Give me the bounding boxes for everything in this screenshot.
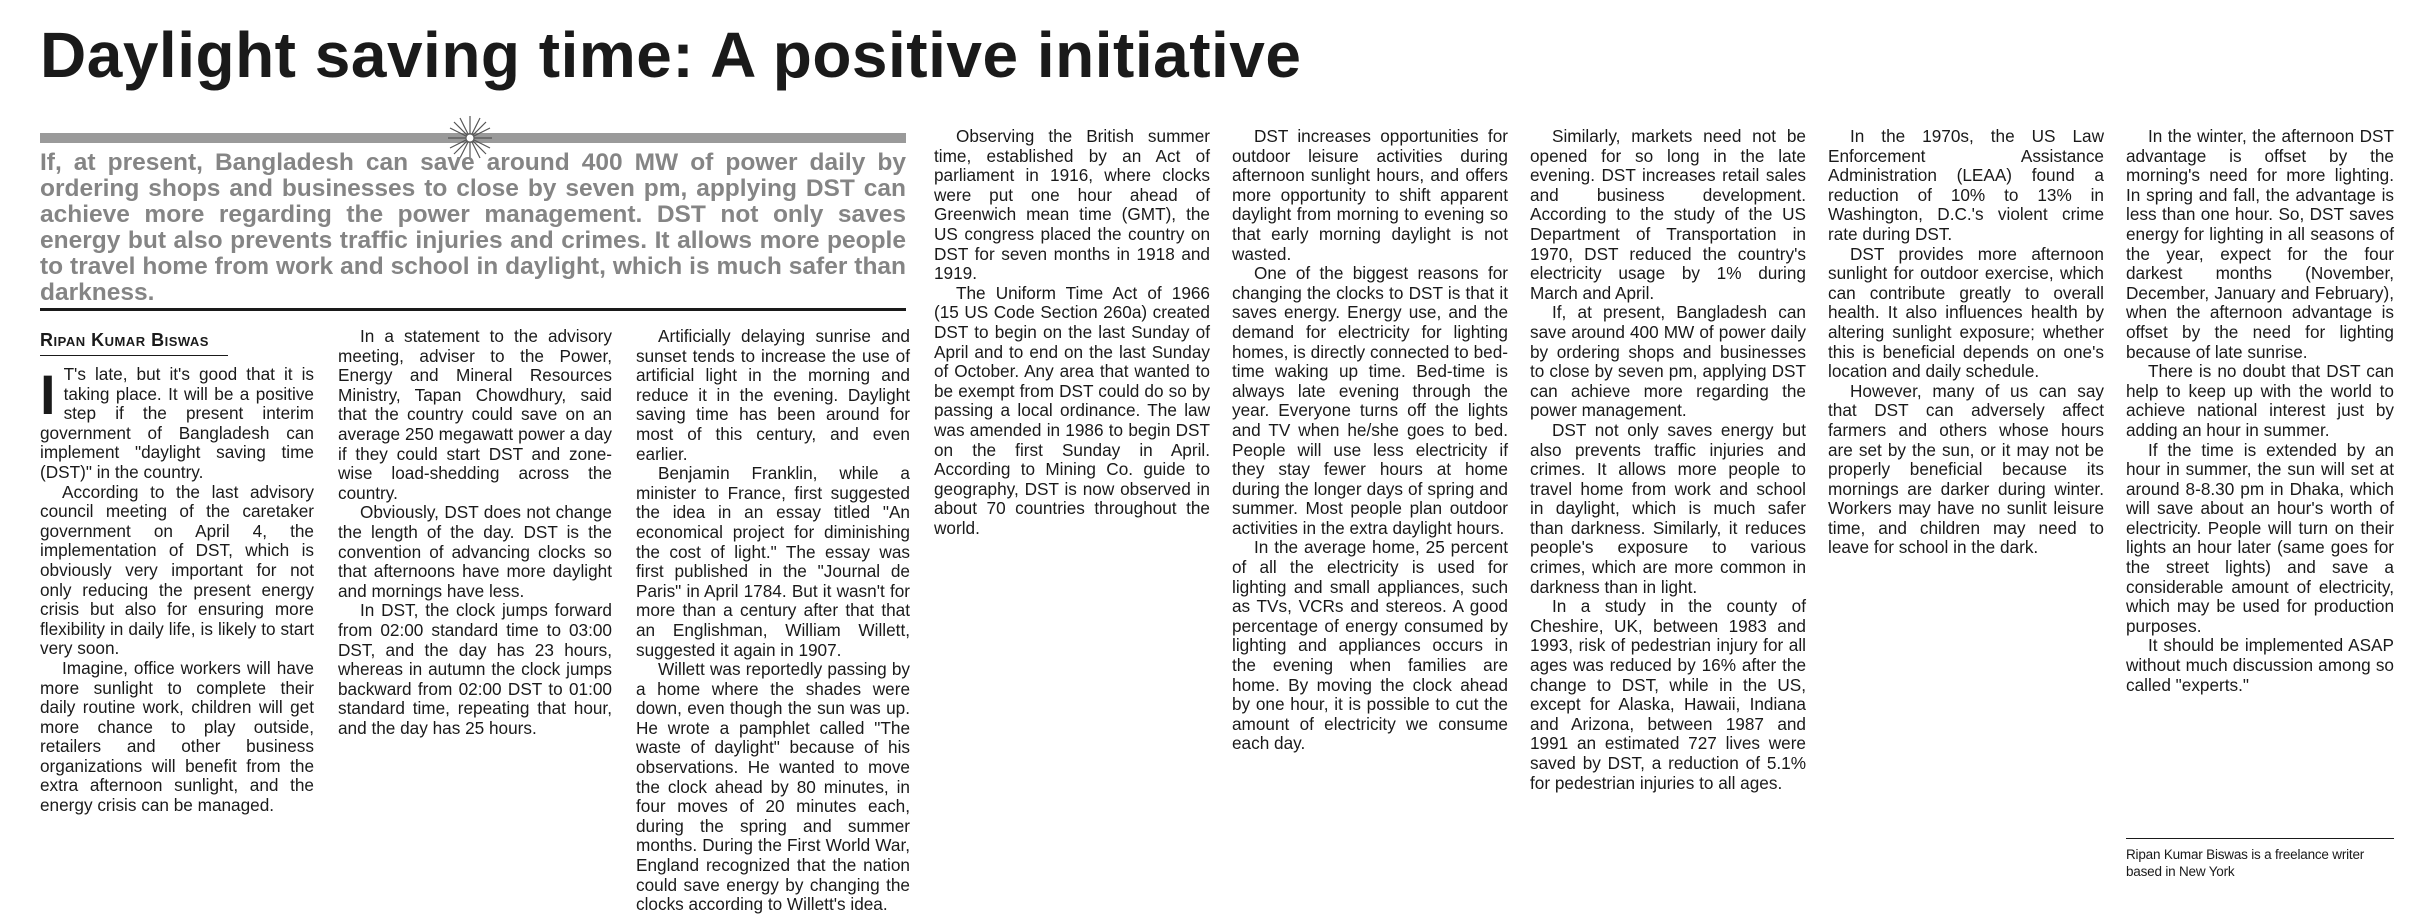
paragraph-1 [40,365,314,483]
paragraph-20: DST provides more afternoon sunlight for outdoor exercise, which can contribute greatly to overall health. It also influences health by altering sunlight exposure; whether this is beneficial depends on one's location and daily schedule. [1828,243,2104,382]
deck-summary: If, at present, Bangladesh can save around 400 MW of power daily by ordering shops and businesses to close by seven pm, applying DST can achieve more regarding the power management. DST not only saves energy but also prevents traffic injuries and crimes. It allows more people to travel home from work and school in daylight, which is much safer than darkness. [40,149,906,306]
paragraph-4: In a statement to the advisory meeting, adviser to the Power, Energy and Mineral Resources Ministry, Tapan Chowdhury, said that the country could save on an average 250 megawatt power a day if they could start DST and zone-wise load-shedding across the country. [338,326,612,503]
column-2 [338,327,612,738]
paragraph-1-text: T's late, but it's good that it is taking place. It will be a positive step if the present interim government of Bangladesh can implement "daylight saving time (DST)" in the country. [40,364,314,482]
bio-rule [2126,838,2394,839]
paragraph-15: Similarly, markets need not be opened for so long in the late evening. DST increases retail sales and business development. According to the study of the US Department of Transportation in 1970, DST reduced the country's electricity usage by 1% during March and April. [1530,126,1806,303]
paragraph-6: In DST, the clock jumps forward from 02:00 standard time to 03:00 DST, and the day has 23 hours, whereas in autumn the clock jumps backward from 02:00 DST to 01:00 standard time, repeating that hour, and the day has 25 hours. [338,600,612,738]
paragraph-9: Willett was reportedly passing by a home where the shades were down, even though the sun was up. He wrote a pamphlet called "The waste of daylight" because of his observations. He wanted to move the clock ahead by 80 minutes, in four moves of 20 minutes each, during the spring and summer months. During the First World War, England recognized that the nation could save energy by changing the clocks according to Willett's idea. [636,659,910,915]
paragraph-8: Benjamin Franklin, while a minister to France, first suggested the idea in an essay titled "An economical project for diminishing the cost of light." The essay was first published in the "Journal de Paris" in April 1784. But it wasn't for more than a century after that that an Englishman, William Willett, suggested it again in 1907. [636,463,910,660]
paragraph-7: Artificially delaying sunrise and sunset tends to increase the use of artificial light in the morning and reduce it in the evening. Daylight saving time has been around for most of this century, and even earlier. [636,326,910,464]
column-4 [934,127,1210,538]
deck-divider [40,308,906,311]
paragraph-17: DST not only saves energy but also prevents traffic injuries and crimes. It allows more people to travel home from work and school in daylight, which is much safer than darkness. Similarly, it reduces people's exposure to various crimes, which are more common in darkness than in light. [1530,419,1806,597]
column-6 [1530,127,1806,793]
column-1 [40,365,314,816]
paragraph-16: If, at present, Bangladesh can save around 400 MW of power daily by ordering shops and businesses to close by seven pm, applying DST can achieve more regarding the power management. [1530,302,1806,421]
paragraph-23: There is no doubt that DST can help to keep up with the world to achieve national interest just by adding an hour in summer. [2126,361,2394,440]
paragraph-12: DST increases opportunities for outdoor leisure activities during afternoon sunlight hours, and offers more opportunity to shift apparent daylight from morning to evening so that early morning daylight is not wasted. [1232,126,1508,264]
column-8 [2126,127,2394,695]
paragraph-2: According to the last advisory council meeting of the caretaker government on April 4, the implementation of DST, which is obviously very important for not only reducing the present energy crisis but also for ensuring more flexibility in daily life, is likely to start very soon. [40,481,314,659]
column-3 [636,327,910,915]
paragraph-18: In a study in the county of Cheshire, UK, between 1983 and 1993, risk of pedestrian injury for all ages was reduced by 16% after the change to DST, while in the US, except for Alaska, Hawaii, Indiana and Arizona, between 1987 and 1991 an estimated 727 lives were saved by DST, a reduction of 5.1% for pedestrian injuries to all ages. [1530,596,1806,793]
paragraph-22: In the winter, the afternoon DST advantage is offset by the morning's need for more lighting. In spring and fall, the advantage is less than one hour. So, DST saves energy for lighting in all seasons of the year, expect for the four darkest months (November, December, January and February), when the afternoon advantage is offset by the need for lighting because of late sunrise. [2126,126,2394,362]
paragraph-24: If the time is extended by an hour in summer, the sun will set at around 8-8.30 pm in Dhaka, which will save about an hour's worth of electricity. People will turn on their lights an hour later (same goes for the street lights) and save a considerable amount of electricity, which may be used for production purposes. [2126,439,2394,636]
drop-cap: I [40,363,56,426]
paragraph-10: Observing the British summer time, established by an Act of parliament in 1916, where clocks were put one hour ahead of Greenwich mean time (GMT), the US congress placed the country on DST for seven months in 1918 and 1919. [934,126,1210,284]
paragraph-5: Obviously, DST does not change the length of the day. DST is the convention of advancing clocks so that afternoons have more daylight and mornings have less. [338,502,612,601]
paragraph-13: One of the biggest reasons for changing the clocks to DST is that it saves energy. Energy use, and the demand for electricity for lighting homes, is directly connected to bed-time waking up time. Bed-time is always late evening through the year. Everyone turns off the lights and TV when he/she goes to bed. People will use less electricity if they stay fewer hours at home during the longer days of spring and summer. Most people plan outdoor activities in the extra daylight hours. [1232,263,1508,538]
paragraph-25: It should be implemented ASAP without much discussion among so called "experts." [2126,635,2394,695]
column-7 [1828,127,2104,558]
column-5 [1232,127,1508,754]
byline: Ripan Kumar Biswas [40,330,228,356]
headline: Daylight saving time: A positive initiative [40,19,1302,91]
author-bio: Ripan Kumar Biswas is a freelance writer based in New York [2126,847,2365,879]
paragraph-11: The Uniform Time Act of 1966 (15 US Code Section 260a) created DST to begin on the last Sunday of April and to end on the last Sunday of October. Any area that wanted to be exempt from DST could do so by passing a local ordinance. The law was amended in 1986 to begin DST on the first Sunday in April. According to Mining Co. guide to geography, DST is now observed in about 70 countries throughout the world. [934,282,1210,538]
paragraph-14: In the average home, 25 percent of all the electricity is used for lighting and small appliances, such as TVs, VCRs and stereos. A good percentage of energy consumed by lighting and appliances occurs in the evening when families are home. By moving the clock ahead by one hour, it is possible to cut the amount of electricity we consume each day. [1232,537,1508,754]
paragraph-19: In the 1970s, the US Law Enforcement Assistance Administration (LEAA) found a reduction of 10% to 13% in Washington, D.C.'s violent crime rate during DST. [1828,126,2104,244]
paragraph-21: However, many of us can say that DST can adversely affect farmers and others whose hours are set by the sun, or it may not be properly beneficial because its mornings are darker during winter. Workers may have no sunlit leisure time, and children may need to leave for school in the dark. [1828,380,2104,558]
paragraph-3: Imagine, office workers will have more sunlight to complete their daily routine work, children will get more chance to play outside, retailers and other business organizations will benefit from the extra afternoon sunlight, and the energy crisis can be managed. [40,657,314,816]
